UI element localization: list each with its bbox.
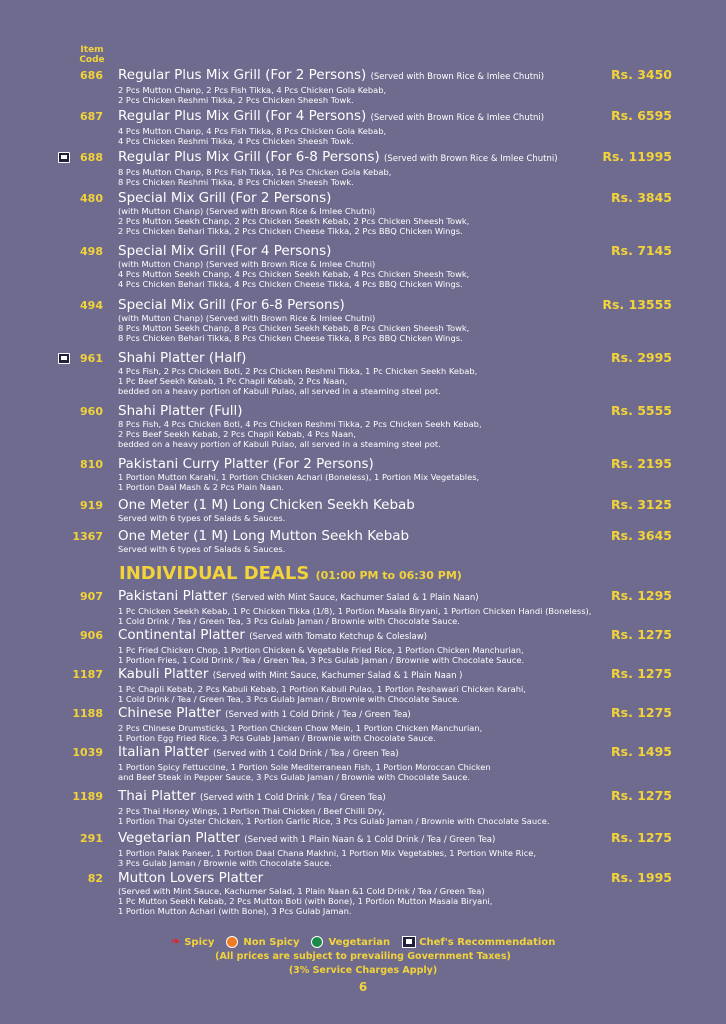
item-description: (with Mutton Chanp) (Served with Brown Rice & Imlee Chutni) bbox=[118, 206, 376, 216]
item-serving-note: (Served with Brown Rice & Imlee Chutni) bbox=[384, 154, 558, 164]
item-description: 8 Pcs Fish, 4 Pcs Chicken Boti, 4 Pcs Chicken Reshmi Tikka, 2 Pcs Chicken Seekh Kebab, bbox=[118, 419, 482, 429]
chef-hat-icon bbox=[402, 936, 416, 948]
item-name-line bbox=[118, 350, 608, 366]
item-name: Shahi Platter (Full) bbox=[118, 403, 243, 419]
item-description: 1 Cold Drink / Tea / Green Tea, 3 Pcs Gulab Jaman / Brownie with Chocolate Sauce. bbox=[118, 616, 460, 627]
item-code: 1188 bbox=[72, 707, 103, 720]
item-description: 1 Portion Daal Mash & 2 Pcs Plain Naan. bbox=[118, 482, 285, 493]
item-body bbox=[118, 705, 608, 743]
item-price: Rs. 1275 bbox=[611, 830, 672, 845]
legend-non-spicy: Non Spicy bbox=[226, 937, 303, 948]
item-description: 1 Pc Chicken Seekh Kebab, 1 Pc Chicken Tikka (1/8), 1 Portion Masala Biryani, 1 Portion Chicken Handi (Boneless), bbox=[118, 606, 592, 616]
item-description: 2 Pcs Beef Seekh Kebab, 2 Pcs Chapli Kebab, 4 Pcs Naan, bbox=[118, 429, 356, 440]
item-description: 3 Pcs Gulab Jaman / Brownie with Chocolate Sauce. bbox=[118, 858, 332, 869]
item-name-line bbox=[118, 744, 608, 762]
item-description: (Served with Mint Sauce, Kachumer Salad, 1 Plain Naan &1 Cold Drink / Tea / Green Tea) bbox=[118, 886, 485, 896]
item-serving-note: (Served with 1 Plain Naan & 1 Cold Drink / Tea / Green Tea) bbox=[244, 835, 496, 845]
item-description: 1 Pc Beef Seekh Kebab, 1 Pc Chapli Kebab, 2 Pcs Naan, bbox=[118, 376, 348, 387]
item-price: Rs. 6595 bbox=[611, 108, 672, 123]
item-name-line bbox=[118, 497, 608, 513]
item-serving-note: (Served with 1 Cold Drink / Tea / Green Tea) bbox=[213, 749, 399, 759]
item-price: Rs. 1295 bbox=[611, 588, 672, 603]
tax-note: (All prices are subject to prevailing Government Taxes) bbox=[215, 951, 511, 962]
legend bbox=[0, 934, 726, 948]
service-note: (3% Service Charges Apply) bbox=[288, 965, 438, 976]
legend-vegetarian: Vegetarian bbox=[311, 937, 394, 948]
item-code: 687 bbox=[80, 110, 103, 123]
item-name-line bbox=[118, 627, 608, 645]
item-body bbox=[118, 108, 608, 146]
item-price: Rs. 2195 bbox=[611, 456, 672, 471]
item-description: 1 Portion Mutton Karahi, 1 Portion Chicken Achari (Boneless), 1 Portion Mix Vegetables, bbox=[118, 472, 480, 482]
item-name-line bbox=[118, 830, 608, 848]
item-name: Regular Plus Mix Grill (For 2 Persons) bbox=[118, 67, 367, 83]
item-code: 686 bbox=[80, 69, 103, 82]
item-price: Rs. 3845 bbox=[611, 190, 672, 205]
item-code: 960 bbox=[80, 405, 103, 418]
item-name: Kabuli Platter bbox=[118, 666, 209, 682]
item-name: Special Mix Grill (For 2 Persons) bbox=[118, 190, 332, 206]
item-price: Rs. 1275 bbox=[611, 705, 672, 720]
item-description: 4 Pcs Chicken Behari Tikka, 4 Pcs Chicken Cheese Tikka, 4 Pcs BBQ Chicken Wings. bbox=[118, 279, 463, 290]
item-body bbox=[118, 190, 608, 237]
item-name-line bbox=[118, 67, 608, 85]
item-price: Rs. 1275 bbox=[611, 788, 672, 803]
section-time: (01:00 PM to 06:30 PM) bbox=[315, 569, 462, 582]
item-body bbox=[118, 297, 608, 344]
item-body bbox=[118, 350, 608, 397]
item-description: 8 Pcs Mutton Chanp, 8 Pcs Fish Tikka, 16 Pcs Chicken Gola Kebab, bbox=[118, 167, 392, 177]
item-name-line bbox=[118, 788, 608, 806]
item-body bbox=[118, 744, 608, 782]
item-price: Rs. 2995 bbox=[611, 350, 672, 365]
item-name: Pakistani Platter bbox=[118, 588, 228, 604]
item-name: Thai Platter bbox=[118, 788, 196, 804]
item-description: 1 Portion Mutton Achari (with Bone), 3 Pcs Gulab Jaman. bbox=[118, 906, 352, 917]
item-code: 919 bbox=[80, 499, 103, 512]
item-body bbox=[118, 830, 608, 868]
item-serving-note: (Served with Mint Sauce, Kachumer Salad & 1 Plain Naan ) bbox=[212, 671, 463, 681]
item-description: (with Mutton Chanp) (Served with Brown Rice & Imlee Chutni) bbox=[118, 313, 376, 323]
item-body bbox=[118, 497, 608, 523]
section-title: INDIVIDUAL DEALS bbox=[119, 563, 310, 584]
item-serving-note: (Served with Tomato Ketchup & Coleslaw) bbox=[249, 632, 428, 642]
item-name: Mutton Lovers Platter bbox=[118, 870, 264, 886]
item-description: 4 Pcs Chicken Reshmi Tikka, 4 Pcs Chicken Sheesh Towk. bbox=[118, 136, 354, 147]
item-name-line bbox=[118, 108, 608, 126]
item-body bbox=[118, 528, 608, 554]
item-description: 4 Pcs Mutton Chanp, 4 Pcs Fish Tikka, 8 Pcs Chicken Gola Kebab, bbox=[118, 126, 387, 136]
item-name: Italian Platter bbox=[118, 744, 209, 760]
item-description: 1 Portion Fries, 1 Cold Drink / Tea / Green Tea, 3 Pcs Gulab Jaman / Brownie with Chocolate Sauce. bbox=[118, 655, 525, 666]
item-body bbox=[118, 788, 608, 826]
item-description: 2 Pcs Mutton Seekh Chanp, 2 Pcs Chicken Seekh Kebab, 2 Pcs Chicken Sheesh Towk, bbox=[118, 216, 470, 227]
item-description: Served with 6 types of Salads & Sauces. bbox=[118, 544, 286, 554]
item-name-line bbox=[118, 666, 608, 684]
item-code-header: Item Code bbox=[79, 45, 105, 65]
item-code: 480 bbox=[80, 192, 103, 205]
item-name: Continental Platter bbox=[118, 627, 245, 643]
item-description: 2 Pcs Chinese Drumsticks, 1 Portion Chicken Chow Mein, 1 Portion Chicken Manchurian, bbox=[118, 723, 483, 733]
item-description: 8 Pcs Chicken Reshmi Tikka, 8 Pcs Chicken Sheesh Towk. bbox=[118, 177, 354, 188]
item-name-line bbox=[118, 190, 608, 206]
page-number: 6 bbox=[358, 980, 368, 994]
item-description: Served with 6 types of Salads & Sauces. bbox=[118, 513, 286, 523]
item-code: 907 bbox=[80, 590, 103, 603]
item-name-line bbox=[118, 870, 608, 886]
item-name-line bbox=[118, 243, 608, 259]
item-name-line bbox=[118, 588, 608, 606]
item-description: 1 Portion Thai Oyster Chicken, 1 Portion Garlic Rice, 3 Pcs Gulab Jaman / Brownie with Chocolate Sauce. bbox=[118, 816, 550, 827]
item-price: Rs. 1275 bbox=[611, 627, 672, 642]
item-price: Rs. 3450 bbox=[611, 67, 672, 82]
item-description: 8 Pcs Chicken Behari Tikka, 8 Pcs Chicken Cheese Tikka, 8 Pcs BBQ Chicken Wings. bbox=[118, 333, 463, 344]
item-serving-note: (Served with 1 Cold Drink / Tea / Green Tea) bbox=[225, 710, 411, 720]
item-price: Rs. 7145 bbox=[611, 243, 672, 258]
legend-chef: Chef's Recommendation bbox=[402, 937, 556, 948]
item-code: 498 bbox=[80, 245, 103, 258]
item-name: One Meter (1 M) Long Chicken Seekh Kebab bbox=[118, 497, 415, 513]
item-name: Chinese Platter bbox=[118, 705, 221, 721]
item-code: 1189 bbox=[72, 790, 103, 803]
item-description: 1 Portion Egg Fried Rice, 3 Pcs Gulab Jaman / Brownie with Chocolate Sauce. bbox=[118, 733, 436, 744]
item-price: Rs. 1275 bbox=[611, 666, 672, 681]
item-code: 906 bbox=[80, 629, 103, 642]
item-body bbox=[118, 627, 608, 665]
item-serving-note: (Served with Brown Rice & Imlee Chutni) bbox=[370, 72, 545, 82]
item-description: bedded on a heavy portion of Kabuli Pulao, all served in a steaming steel pot. bbox=[118, 439, 441, 450]
item-code: 961 bbox=[80, 352, 103, 365]
item-description: 1 Cold Drink / Tea / Green Tea, 3 Pcs Gulab Jaman / Brownie with Chocolate Sauce. bbox=[118, 694, 460, 705]
item-price: Rs. 5555 bbox=[611, 403, 672, 418]
green-dot-icon bbox=[311, 936, 323, 948]
item-name: Regular Plus Mix Grill (For 6-8 Persons) bbox=[118, 149, 380, 165]
item-name-line bbox=[118, 456, 608, 472]
item-code: 494 bbox=[80, 299, 103, 312]
item-code: 1039 bbox=[72, 746, 103, 759]
item-body bbox=[118, 403, 608, 450]
item-code: 1187 bbox=[72, 668, 103, 681]
item-description: 1 Portion Spicy Fettuccine, 1 Portion Sole Mediterranean Fish, 1 Portion Moroccan Chicken bbox=[118, 762, 491, 772]
item-name: Shahi Platter (Half) bbox=[118, 350, 247, 366]
orange-dot-icon bbox=[226, 936, 238, 948]
item-description: 1 Pc Mutton Seekh Kebab, 2 Pcs Mutton Boti (with Bone), 1 Portion Mutton Masala Biryani, bbox=[118, 896, 493, 907]
item-description: 1 Pc Chapli Kebab, 2 Pcs Kabuli Kebab, 1 Portion Kabuli Pulao, 1 Portion Peshawari Chicken Karahi, bbox=[118, 684, 526, 694]
item-description: 2 Pcs Thai Honey Wings, 1 Portion Thai Chicken / Beef Chilli Dry, bbox=[118, 806, 386, 816]
item-code: 688 bbox=[80, 151, 103, 164]
item-code: 291 bbox=[80, 832, 103, 845]
item-description: 2 Pcs Chicken Behari Tikka, 2 Pcs Chicken Cheese Tikka, 2 Pcs BBQ Chicken Wings. bbox=[118, 226, 463, 237]
item-name: One Meter (1 M) Long Mutton Seekh Kebab bbox=[118, 528, 410, 544]
item-description: 1 Portion Palak Paneer, 1 Portion Daal Chana Makhni, 1 Portion Mix Vegetables, 1 Portion White Rice, bbox=[118, 848, 537, 858]
item-price: Rs. 3125 bbox=[611, 497, 672, 512]
item-description: 4 Pcs Fish, 2 Pcs Chicken Boti, 2 Pcs Chicken Reshmi Tikka, 1 Pc Chicken Seekh Kebab, bbox=[118, 366, 478, 376]
item-description: (with Mutton Chanp) (Served with Brown Rice & Imlee Chutni) bbox=[118, 259, 376, 269]
item-body bbox=[118, 870, 608, 917]
item-body bbox=[118, 456, 608, 492]
item-body bbox=[118, 67, 608, 105]
item-name: Special Mix Grill (For 6-8 Persons) bbox=[118, 297, 345, 313]
item-name-line bbox=[118, 297, 608, 313]
item-body bbox=[118, 666, 608, 704]
item-description: 4 Pcs Mutton Seekh Chanp, 4 Pcs Chicken Seekh Kebab, 4 Pcs Chicken Sheesh Towk, bbox=[118, 269, 470, 280]
item-code: 1367 bbox=[72, 530, 103, 543]
item-description: 8 Pcs Mutton Seekh Chanp, 8 Pcs Chicken Seekh Kebab, 8 Pcs Chicken Sheesh Towk, bbox=[118, 323, 470, 334]
legend-spicy: ❧ Spicy bbox=[170, 934, 215, 948]
item-name: Pakistani Curry Platter (For 2 Persons) bbox=[118, 456, 374, 472]
item-price: Rs. 1995 bbox=[611, 870, 672, 885]
item-description: 1 Pc Fried Chicken Chop, 1 Portion Chicken & Vegetable Fried Rice, 1 Portion Chicken Manchurian, bbox=[118, 645, 524, 655]
item-price: Rs. 11995 bbox=[602, 149, 672, 164]
item-description: 2 Pcs Chicken Reshmi Tikka, 2 Pcs Chicken Sheesh Towk. bbox=[118, 95, 354, 106]
item-name-line bbox=[118, 403, 608, 419]
item-name: Regular Plus Mix Grill (For 4 Persons) bbox=[118, 108, 367, 124]
item-name-line bbox=[118, 705, 608, 723]
item-serving-note: (Served with Mint Sauce, Kachumer Salad & 1 Plain Naan) bbox=[231, 593, 479, 603]
item-body bbox=[118, 149, 608, 187]
item-price: Rs. 13555 bbox=[602, 297, 672, 312]
chili-icon: ❧ bbox=[170, 934, 181, 948]
item-name: Special Mix Grill (For 4 Persons) bbox=[118, 243, 332, 259]
item-body bbox=[118, 243, 608, 290]
item-description: bedded on a heavy portion of Kabuli Pulao, all served in a steaming steel pot. bbox=[118, 386, 441, 397]
item-code: 82 bbox=[87, 872, 103, 885]
item-name-line bbox=[118, 149, 608, 167]
section-individual-deals bbox=[119, 563, 462, 584]
item-description: and Beef Steak in Pepper Sauce, 3 Pcs Gulab Jaman / Brownie with Chocolate Sauce. bbox=[118, 772, 470, 783]
item-code: 810 bbox=[80, 458, 103, 471]
item-serving-note: (Served with 1 Cold Drink / Tea / Green Tea) bbox=[200, 793, 386, 803]
item-name: Vegetarian Platter bbox=[118, 830, 240, 846]
item-name-line bbox=[118, 528, 608, 544]
item-body bbox=[118, 588, 608, 626]
item-serving-note: (Served with Brown Rice & Imlee Chutni) bbox=[370, 113, 545, 123]
item-price: Rs. 1495 bbox=[611, 744, 672, 759]
item-description: 2 Pcs Mutton Chanp, 2 Pcs Fish Tikka, 4 Pcs Chicken Gola Kebab, bbox=[118, 85, 387, 95]
item-price: Rs. 3645 bbox=[611, 528, 672, 543]
